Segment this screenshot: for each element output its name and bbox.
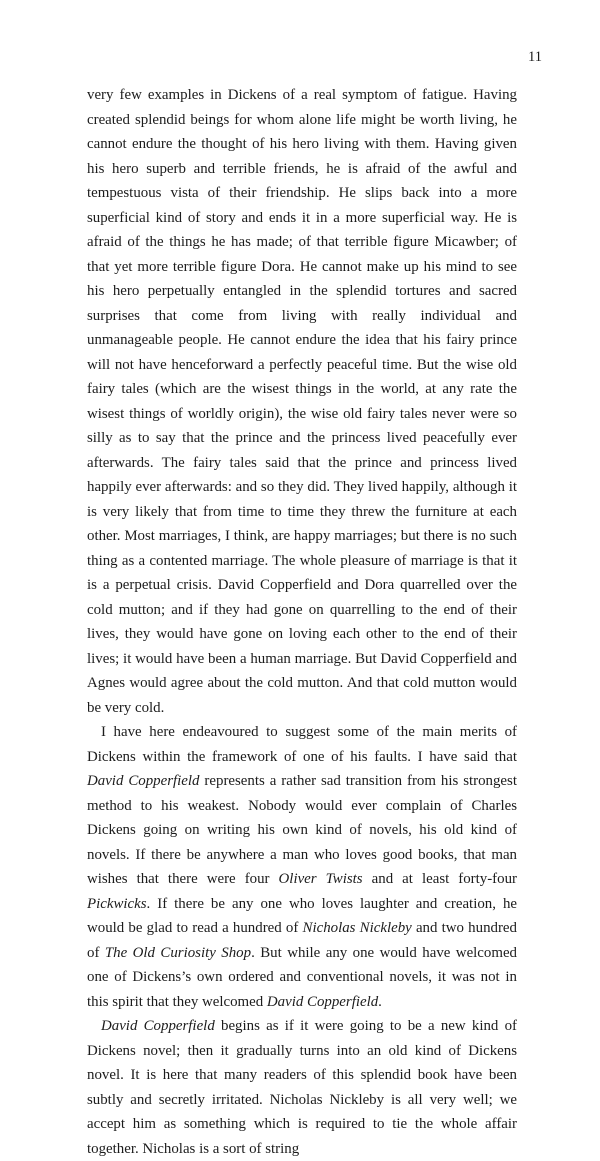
paragraph-text: and two hundred of [87,920,517,961]
italic-title-text: Oliver Twists [278,871,363,887]
paragraph-text: . But while any one would have welcomed one of Dickens’s own ordered and conventional novels, it was not in this spirit that they welcomed [87,944,518,1010]
paragraph-text: very few examples in Dickens of a real symptom of fatigue. Having created splendid beings for whom alone life might be worth living, he cannot endure the thought of his hero living with them. Having given his hero superb and terrible friends, he is afraid of the awful and tempestuous vista of their friendship. He slips back into a more superficial kind of story and ends it in a more superficial way. He is afraid of the things he has made; of that terrible figure Micawber; of that yet more terrible figure Dora. He cannot make up his mind to see his hero perpetually entangled in the splendid tortures and sacred surprises that come from living with really individual and unmanageable people. He cannot endure the idea that his fairy prince will not have henceforward a perfectly peaceful time. But the wise old fairy tales (which are the wisest things in the world, at any rate the wisest things of worldly origin), the wise old fairy tales never were so silly as to say that the prince and the princess lived peacefully ever afterwards. The fairy tales said that the prince and princess lived happily ever afterwards: and so they did. They lived happily, although it is very likely that from time to time they threw the furniture at each other. Most marriages, I think, are happy marriages; but there is no such thing as a contented marriage. The whole pleasure of marriage is that it is a perpetual crisis. David Copperfield and Dora quarrelled over the cold mutton; and if they had gone on quarrelling to the end of their lives, they would have gone on loving each other to the end of their lives; it would have been a human marriage. But David Copperfield and Agnes would agree about the cold mutton. And that cold mutton would be very cold. [87,87,517,716]
italic-title-text: David Copperfield [101,1018,215,1034]
paragraph-text: represents a rather sad transition from his strongest method to his weakest. Nobody would ever complain of Charles Dickens going on writing his own kind of novels, his old kind of novels. If there be anywhere a man who loves good books, that man wishes that there were four [87,773,517,887]
page-number: 11 [528,49,542,65]
italic-title-text: David Copperfield [87,773,200,789]
body-text [87,83,517,1161]
paragraph-text: and at least forty-four [362,871,517,887]
paragraph [87,720,517,1014]
paragraph [87,83,517,720]
paragraph-text: . [378,993,382,1010]
paragraph-text: . If there be any one who loves laughter and creation, he would be glad to read a hundred of [87,895,517,936]
italic-title-text: The Old Curiosity Shop [104,944,252,961]
paragraph [87,1014,517,1161]
italic-title-text: David Copperfield [266,993,379,1010]
italic-title-text: Nicholas Nickleby [302,920,412,936]
italic-title-text: Pickwicks [87,895,147,912]
paragraph-text: begins as if it were going to be a new kind of Dickens novel; then it gradually turns into an old kind of Dickens novel. It is here that many readers of this splendid book have been subtly and secretly irritated. Nicholas Nickleby is all very well; we accept him as something which is required to tie the whole affair together. Nicholas is a sort of string [87,1018,517,1157]
paragraph-text: I have here endeavoured to suggest some of the main merits of Dickens within the framework of one of his faults. I have said that [87,724,517,765]
